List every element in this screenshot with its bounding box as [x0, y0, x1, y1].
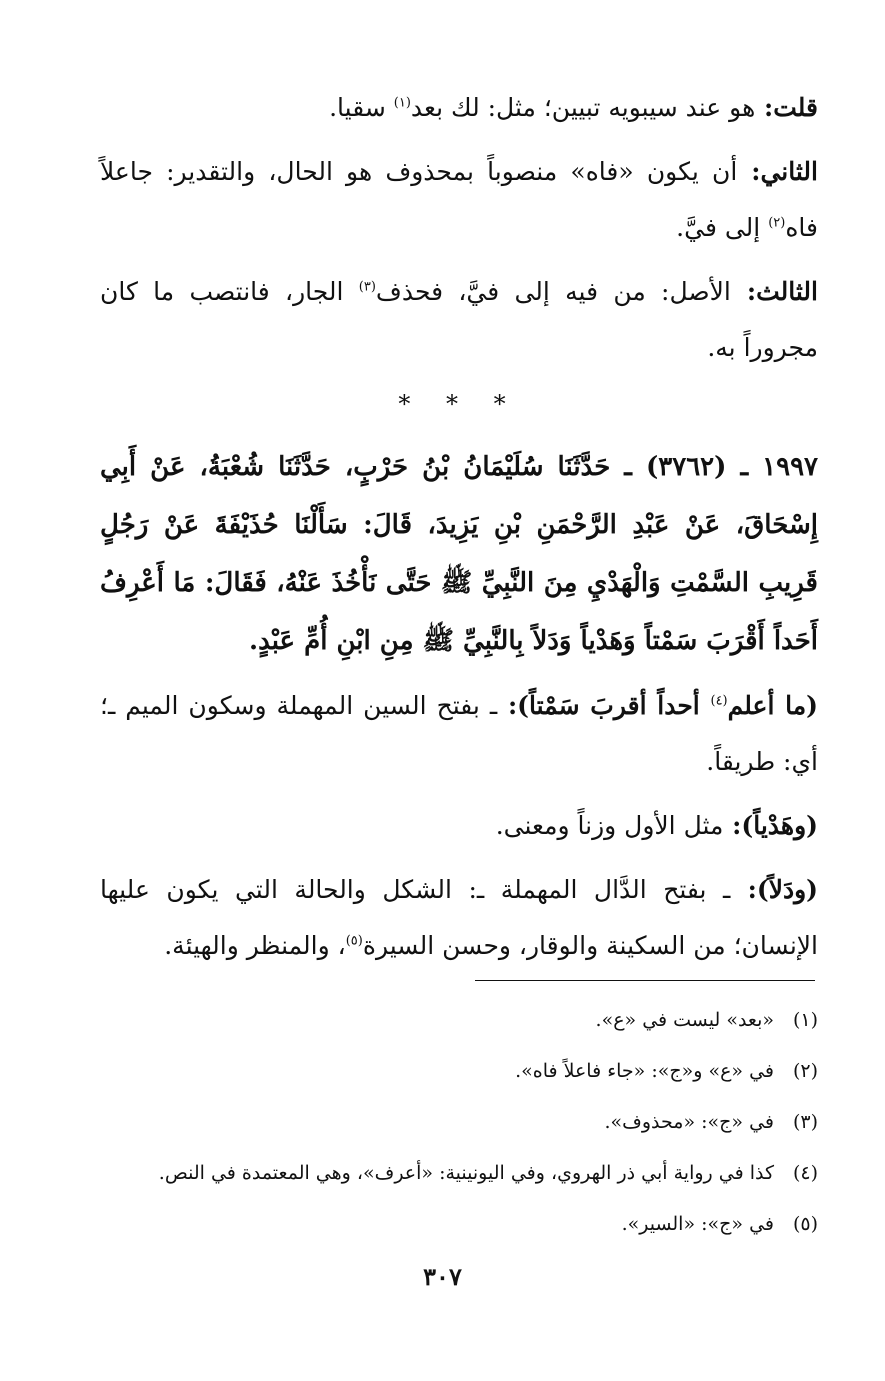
- paragraph-text: الجار، فانتصب ما كان مجروراً به.: [100, 277, 818, 362]
- footnote-item: [100, 1148, 818, 1199]
- paragraph-ma-alam: [100, 678, 818, 790]
- section-separator: * * *: [398, 390, 520, 418]
- footnote-divider: [475, 980, 815, 981]
- footnote-text: كذا في رواية أبي ذر الهروي، وفي اليونينية: «أعرف»، وهي المعتمدة في النص.: [158, 1162, 774, 1184]
- footnote-text: في «ج»: «السير».: [621, 1213, 774, 1235]
- footnote-text: في «ج»: «محذوف».: [604, 1111, 774, 1133]
- footnote-ref-1[interactable]: (١): [393, 95, 411, 111]
- footnote-text: في «ع» و«ج»: «جاء فاعلاً فاه».: [515, 1060, 774, 1082]
- footnote-text: «بعد» ليست في «ع».: [595, 1009, 774, 1031]
- footnote-number: (٥): [792, 1213, 818, 1235]
- footnote-item: [100, 995, 818, 1046]
- paragraph-text: ـ بفتح الدَّال المهملة ـ: الشكل والحالة التي يكون عليها الإنسان؛ من السكينة والوقار، وحسن السيرة: [100, 875, 818, 960]
- paragraph-lead: الثاني:: [737, 157, 818, 186]
- paragraph-text: مثل الأول وزناً ومعنى.: [495, 811, 724, 840]
- footnote-number: (٣): [792, 1111, 818, 1133]
- footnote-ref-4[interactable]: (٤): [710, 693, 728, 709]
- paragraph-third: [100, 264, 818, 376]
- footnote-ref-5[interactable]: (٥): [345, 933, 363, 949]
- footnote-item: [100, 1199, 818, 1250]
- paragraph-text: هو عند سيبويه تبيين؛ مثل: لك بعد: [410, 93, 756, 122]
- footnote-number: (١): [792, 1009, 818, 1031]
- footnote-number: (٢): [792, 1060, 818, 1082]
- paragraph-second: [100, 144, 818, 256]
- paragraph-hadyan: [100, 798, 818, 854]
- paragraph-text: ـ بفتح السين المهملة وسكون الميم ـ؛ أي: طريقاً.: [100, 691, 818, 776]
- footnote-ref-3[interactable]: (٣): [358, 279, 376, 295]
- footnote-item: [100, 1097, 818, 1148]
- paragraph-text: الأصل: من فيه إلى فيَّ، فحذف: [375, 277, 731, 306]
- footnotes-section: [100, 995, 818, 1250]
- page-number: ٣٠٧: [423, 1262, 462, 1291]
- footnote-item: [100, 1046, 818, 1097]
- paragraph-text: إلى فيَّ.: [676, 213, 769, 242]
- paragraph-text: ، والمنظر والهيئة.: [164, 931, 346, 960]
- hadith-text: ١٩٩٧ ـ (٣٧٦٢) ـ حَدَّثَنَا سُلَيْمَانُ بْنُ حَرْبٍ، حَدَّثَنَا شُعْبَةُ، عَنْ أَبِي إِسْحَاقَ، عَنْ عَبْدِ الرَّحْمَنِ بْنِ يَزِيدَ، قَالَ: سَأَلْنَا حُذَيْفَةَ عَنْ رَجُلٍ قَرِيبِ السَّمْتِ وَالْهَدْيِ مِنَ النَّبِيِّ ﷺ حَتَّى نَأْخُذَ عَنْهُ، فَقَالَ: مَا أَعْرِفُ أَحَداً أَقْرَبَ سَمْتاً وَهَدْياً وَدَلاً بِالنَّبِيِّ ﷺ مِنِ ابْنِ أُمِّ عَبْدٍ.: [100, 452, 818, 656]
- paragraph-lead: الثالث:: [730, 277, 818, 306]
- paragraph-text: سقيا.: [329, 93, 394, 122]
- paragraph-dallan: [100, 862, 818, 974]
- paragraph-lead: (ودَلاً):: [730, 875, 818, 904]
- paragraph-qultu: [100, 80, 818, 136]
- paragraph-lead: أحداً أقربَ سَمْتاً):: [497, 691, 711, 720]
- footnote-number: (٤): [792, 1162, 818, 1184]
- paragraph-text: أن يكون «فاه» منصوباً بمحذوف هو الحال، والتقدير: جاعلاً فاه: [100, 157, 818, 242]
- footnote-ref-2[interactable]: (٢): [768, 215, 786, 231]
- paragraph-lead: قلت:: [755, 93, 818, 122]
- paragraph-lead: (ما أعلم: [727, 691, 818, 720]
- page-body: [100, 80, 818, 982]
- paragraph-lead: (وهَدْياً):: [723, 811, 818, 840]
